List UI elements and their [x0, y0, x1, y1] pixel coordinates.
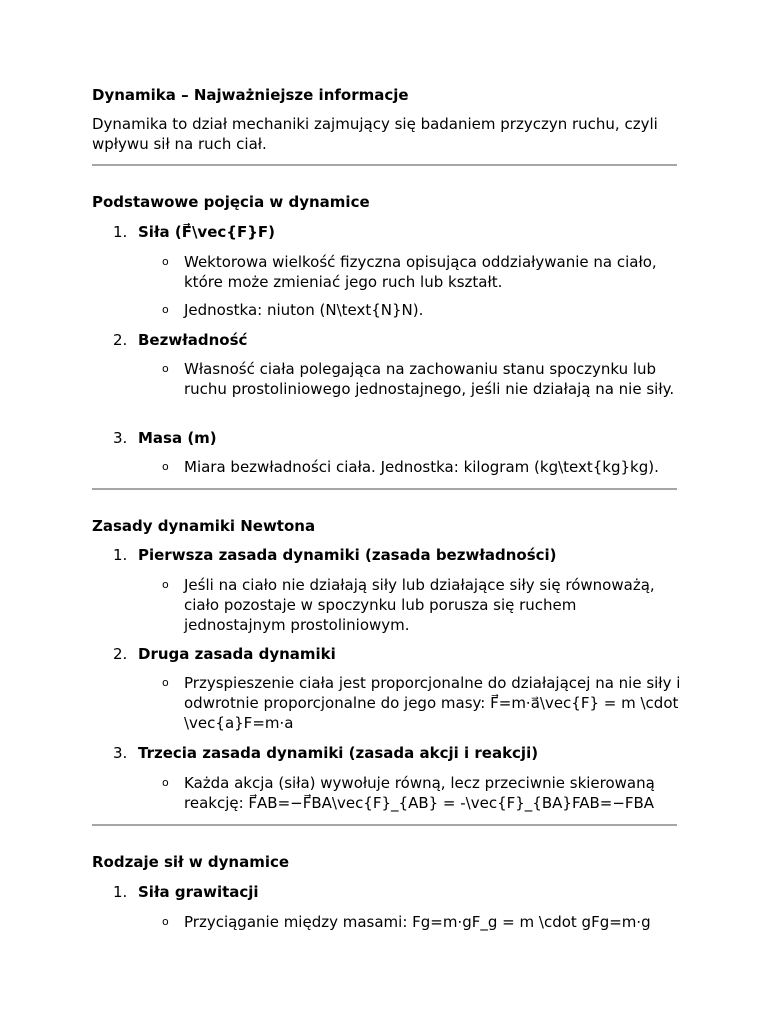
sub-item: o Własność ciała polegająca na zachowaniu stanu spoczynku lub ruchu prostoliniowego jednostajnego, jeśli nie działają na nie siły. [162, 360, 675, 398]
item-label: Masa (m) [138, 429, 217, 447]
list-item-force [113, 222, 275, 242]
item-label: Druga zasada dynamiki [138, 645, 336, 663]
item-number: 3. [113, 744, 128, 762]
sub-item: o Przyciąganie między masami: Fg=m⋅gF_g = m \cdot gFg=m⋅g [162, 913, 651, 931]
divider [92, 488, 677, 490]
item-number: 1. [113, 546, 128, 564]
divider [92, 824, 677, 826]
item-label: Pierwsza zasada dynamiki (zasada bezwładności) [138, 546, 557, 564]
intro-paragraph: Dynamika to dział mechaniki zajmujący się badaniem przyczyn ruchu, czyli wpływu sił na ruch ciał. [92, 115, 658, 153]
list-item-second-law [113, 644, 336, 664]
item-number: 1. [113, 883, 128, 901]
sub-item: o Jeśli na ciało nie działają siły lub działające siły się równoważą, ciało pozostaje w spoczynku lub porusza się ruchem jednostajnym prostoliniowym. [162, 576, 655, 634]
section-title-basic-concepts: Podstawowe pojęcia w dynamice [92, 193, 370, 211]
item-number: 3. [113, 429, 128, 447]
sub-item: o Miara bezwładności ciała. Jednostka: kilogram (kg\text{kg}kg). [162, 458, 659, 476]
document-title: Dynamika – Najważniejsze informacje [92, 86, 409, 104]
divider [92, 164, 677, 166]
bullet-icon: o [162, 676, 169, 689]
bullet-icon: o [162, 303, 169, 316]
item-label: Trzecia zasada dynamiki (zasada akcji i reakcji) [138, 744, 539, 762]
section-title-newton-laws: Zasady dynamiki Newtona [92, 517, 316, 535]
bullet-icon: o [162, 255, 169, 268]
section-title-force-types: Rodzaje sił w dynamice [92, 853, 290, 871]
item-label: Bezwładność [138, 331, 248, 349]
list-item-first-law [113, 545, 557, 565]
bullet-icon: o [162, 460, 169, 473]
item-label: Siła (F⃗\vec{F}F) [138, 223, 275, 241]
item-number: 2. [113, 645, 128, 663]
sub-item: o Każda akcja (siła) wywołuje równą, lecz przeciwnie skierowaną reakcję: F⃗AB=−F⃗BA\vec{F}_{AB} = -\vec{F}_{BA}FAB=−FBA [162, 774, 655, 812]
bullet-icon: o [162, 362, 169, 375]
sub-item: o Wektorowa wielkość fizyczna opisująca oddziaływanie na ciało, które może zmieniać jego ruch lub kształt. [162, 253, 657, 291]
list-item-third-law [113, 743, 538, 763]
list-item-inertia [113, 330, 247, 350]
item-label: Siła grawitacji [138, 883, 259, 901]
item-number: 1. [113, 223, 128, 241]
bullet-icon: o [162, 915, 169, 928]
list-item-gravity [113, 882, 259, 902]
item-number: 2. [113, 331, 128, 349]
bullet-icon: o [162, 776, 169, 789]
bullet-icon: o [162, 578, 169, 591]
sub-item: o Przyspieszenie ciała jest proporcjonalne do działającej na nie siły i odwrotnie proporcjonalne do jego masy: F⃗=m⋅a⃗\vec{F} = m \cdot \vec{a}F=m⋅a [162, 674, 681, 732]
sub-item: o Jednostka: niuton (N\text{N}N). [162, 301, 424, 319]
list-item-mass [113, 428, 217, 448]
